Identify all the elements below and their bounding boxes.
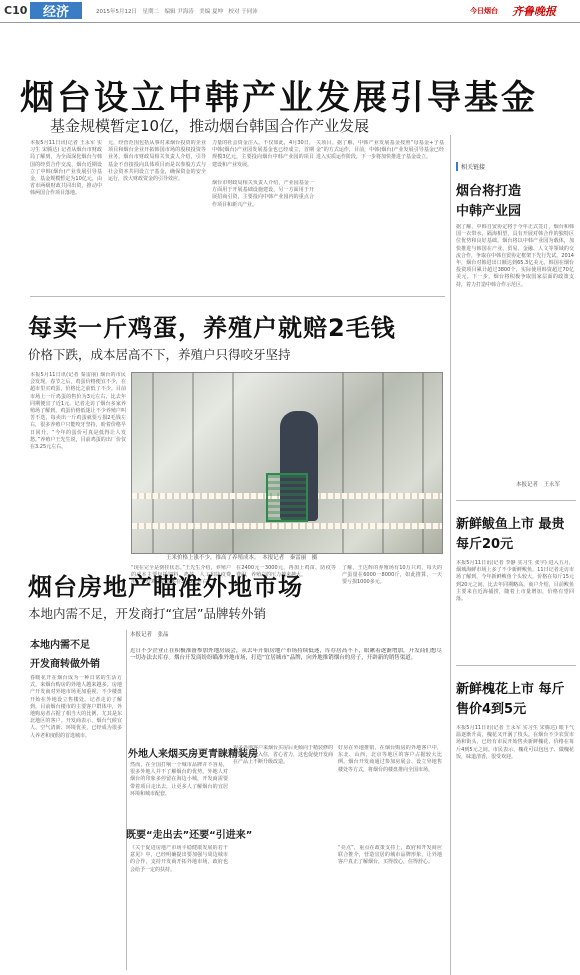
sidebar-story1-title-2: 中韩产业园	[456, 204, 522, 219]
lead-subheadline: 基金规模暂定10亿，推动烟台韩国合作产业发展	[50, 117, 370, 135]
issue-meta: 2015年5月12日 星期二 编辑 尹海涛 美编 夏坤 校对 于同沛	[96, 9, 258, 15]
lead-column-1	[30, 140, 102, 290]
realestate-body-a	[130, 762, 228, 820]
realestate-body-e	[338, 745, 442, 835]
realestate-body-b	[130, 845, 228, 970]
realestate-left-head-1: 本地内需不足	[30, 640, 90, 651]
sidebar-story3-body	[456, 725, 574, 970]
poultry-farm-photo	[131, 372, 443, 554]
column-divider	[126, 630, 127, 970]
egg-column-4	[342, 565, 442, 587]
masthead-bar	[0, 0, 580, 22]
divider	[30, 296, 445, 297]
lead-column-2	[108, 140, 206, 250]
page-number: C10	[4, 4, 28, 17]
realestate-subheadline: 本地内需不足，开发商打“宜居”品牌转外销	[28, 606, 266, 621]
lead-column-5	[316, 140, 444, 240]
realestate-body-c	[233, 745, 333, 970]
realestate-lede	[130, 648, 442, 728]
top-rule	[0, 22, 580, 23]
egg-headline: 每卖一斤鸡蛋，养殖户就赔2毛钱	[28, 314, 396, 342]
divider	[456, 500, 576, 501]
realestate-subhead-2: 既要“走出去”还要“引进来”	[126, 830, 253, 841]
sidebar-story1-byline: 本报记者 王永军	[516, 482, 561, 488]
related-links-label: 相关链接	[456, 162, 485, 171]
lead-column-3	[212, 140, 314, 168]
egg-column-1	[30, 372, 126, 557]
realestate-left-body	[30, 675, 122, 970]
realestate-byline: 本报记者 张晶	[130, 632, 169, 638]
sidebar-story1-title-1: 烟台将打造	[456, 184, 522, 199]
sidebar-story2-title: 新鲜鲅鱼上市 最贵每斤20元	[456, 517, 565, 552]
sidebar-story1-body	[456, 224, 574, 474]
divider	[456, 665, 576, 666]
lead-headline: 烟台设立中韩产业发展引导基金	[20, 78, 538, 118]
brand-small: 今日烟台	[470, 7, 498, 15]
section-tag: 经济	[30, 2, 82, 19]
sidebar-story3-title: 新鲜槐花上市 每斤售价4到5元	[456, 682, 565, 717]
column-divider	[450, 135, 451, 975]
realestate-body-f	[338, 845, 442, 970]
photo-caption: 王米价格上涨不少，推高了养殖成本。 本报记者 秦雷丽 摄	[166, 555, 318, 561]
realestate-left-head-2: 开发商转做外销	[30, 659, 100, 670]
sidebar-story2-body	[456, 560, 574, 660]
brand-logo: 齐鲁晚报	[512, 5, 556, 18]
realestate-subhead-1: 外地人来烟买房更青睐精装房	[128, 749, 258, 760]
egg-subheadline: 价格下跌，成本居高不下，养殖户只得咬牙坚持	[28, 347, 291, 362]
lead-column-4	[212, 180, 314, 280]
realestate-headline: 烟台房地产瞄准外地市场	[28, 573, 303, 601]
